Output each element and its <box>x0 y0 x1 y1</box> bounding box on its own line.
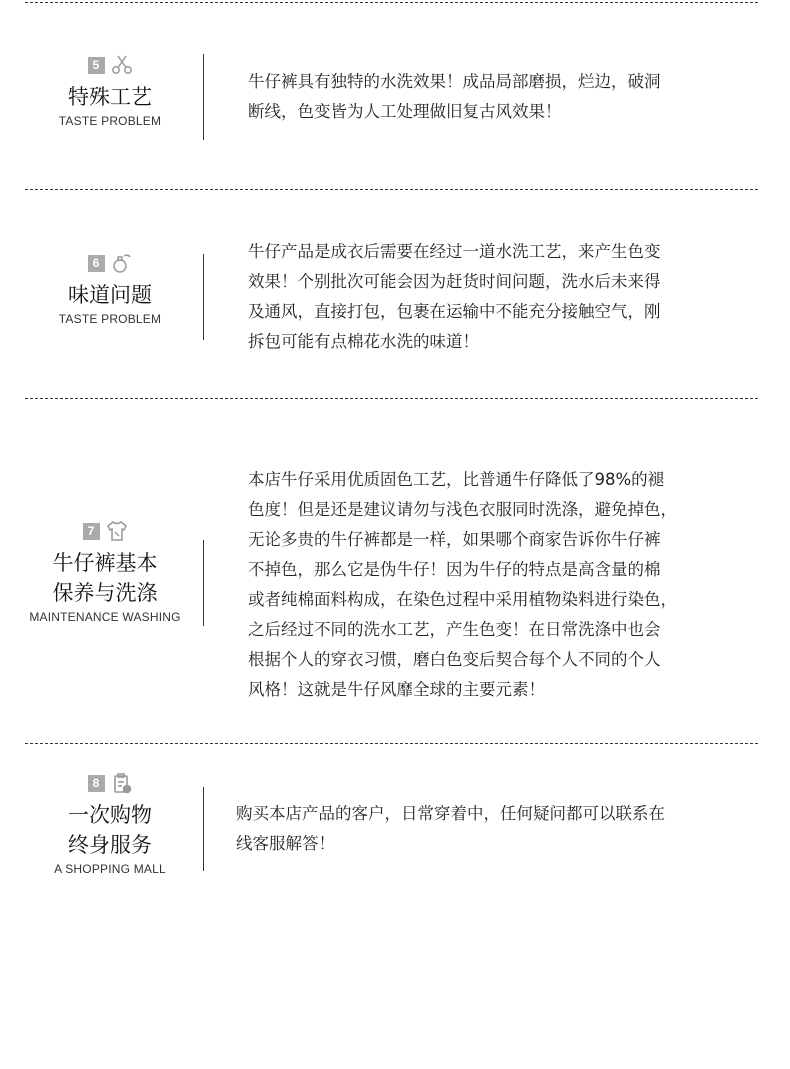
section-number: 8 <box>88 775 105 792</box>
vertical-divider <box>203 254 204 340</box>
vertical-divider <box>203 54 204 140</box>
section-heading <box>35 770 185 876</box>
section-heading <box>40 250 180 326</box>
text-line: 风格！这就是牛仔风靡全球的主要元素！ <box>248 680 545 699</box>
section-text <box>236 799 665 859</box>
section-text <box>248 67 661 127</box>
section-heading <box>40 52 180 128</box>
text-line: 牛仔裤具有独特的水洗效果！成品局部磨损，烂边，破洞 <box>248 72 661 91</box>
text-line: 拆包可能有点棉花水洗的味道！ <box>248 332 479 351</box>
vertical-divider <box>203 787 204 871</box>
section-heading <box>25 518 185 624</box>
section-subtitle: MAINTENANCE WASHING <box>29 610 181 624</box>
text-line: 或者纯棉面料构成，在染色过程中采用植物染料进行染色， <box>248 590 677 609</box>
text-line: 效果！个别批次可能会因为赶货时间问题，洗水后未来得 <box>248 272 661 291</box>
divider <box>25 398 758 399</box>
text-line: 不掉色，那么它是伪牛仔！因为牛仔的特点是高含量的棉 <box>248 560 661 579</box>
title-line: 终身服务 <box>68 833 152 857</box>
section-text <box>248 237 661 357</box>
title-line: 保养与洗涤 <box>52 581 158 605</box>
section-title: 特殊工艺 <box>68 85 152 109</box>
text-line: 购买本店产品的客户，日常穿着中，任何疑问都可以联系在 <box>236 804 665 823</box>
divider <box>25 189 758 190</box>
text-line: 牛仔产品是成衣后需要在经过一道水洗工艺，来产生色变 <box>248 242 661 261</box>
text-line: 之后经过不同的洗水工艺，产生色变！在日常洗涤中也会 <box>248 620 661 639</box>
vertical-divider <box>203 540 204 626</box>
section-number: 7 <box>83 523 100 540</box>
section-subtitle: TASTE PROBLEM <box>58 114 162 128</box>
section-subtitle: TASTE PROBLEM <box>58 312 162 326</box>
divider <box>25 2 758 3</box>
text-line: 无论多贵的牛仔裤都是一样，如果哪个商家告诉你牛仔裤 <box>248 530 661 549</box>
section-title <box>35 800 185 860</box>
text-line: 及通风，直接打包，包裹在运输中不能充分接触空气，刚 <box>248 302 661 321</box>
divider <box>25 743 758 744</box>
section-title: 味道问题 <box>68 283 152 307</box>
text-line: 色度！但是还是建议请勿与浅色衣服同时洗涤，避免掉色， <box>248 500 677 519</box>
title-line: 一次购物 <box>68 803 152 827</box>
shirt-icon <box>106 520 128 542</box>
perfume-bottle-icon <box>111 252 133 274</box>
section-text <box>248 465 677 705</box>
section-subtitle: A SHOPPING MALL <box>54 862 166 876</box>
section-title <box>25 548 185 608</box>
section-number: 5 <box>88 57 105 74</box>
clipboard-icon <box>111 772 133 794</box>
text-line: 断线，色变皆为人工处理做旧复古风效果！ <box>248 102 562 121</box>
section-number: 6 <box>88 255 105 272</box>
text-line: 线客服解答！ <box>236 834 335 853</box>
scissors-icon <box>111 54 133 76</box>
text-line: 根据个人的穿衣习惯，磨白色变后契合每个人不同的个人 <box>248 650 661 669</box>
title-line: 牛仔裤基本 <box>52 551 158 575</box>
text-line: 本店牛仔采用优质固色工艺，比普通牛仔降低了98%的褪 <box>248 470 665 489</box>
